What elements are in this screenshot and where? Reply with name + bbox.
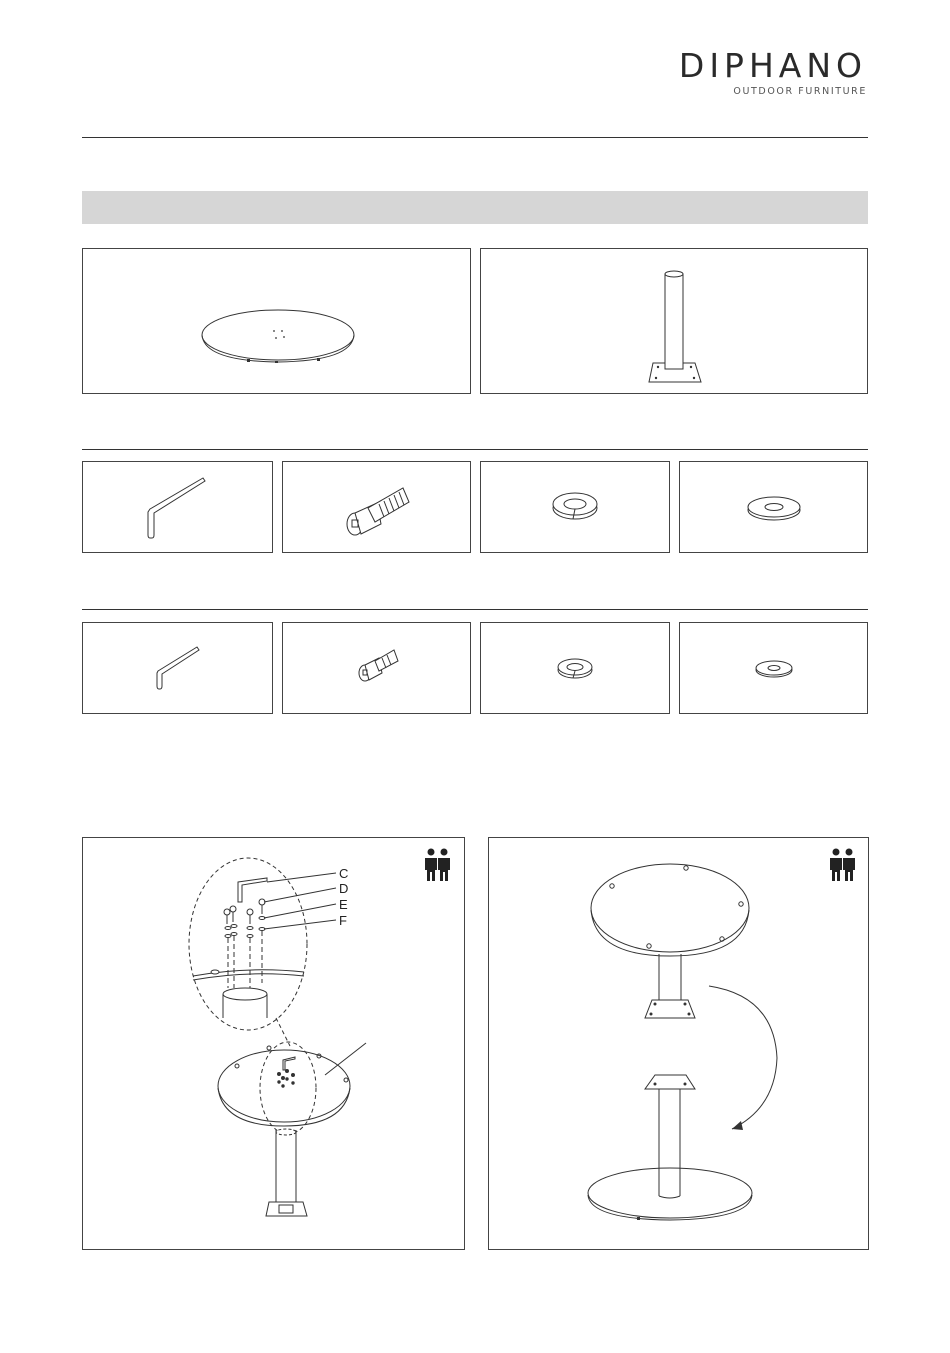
step-2-panel	[488, 837, 869, 1250]
allen-key-icon	[83, 462, 272, 552]
column-with-plate	[481, 249, 867, 393]
hardware-divider-2	[82, 609, 868, 610]
callout-d: D	[339, 881, 349, 896]
hardware2-spring-washer	[480, 622, 670, 714]
callout-e: E	[339, 897, 348, 912]
hardware-divider-1	[82, 449, 868, 450]
callout-f: F	[339, 913, 347, 928]
spring-washer-icon	[481, 623, 669, 713]
step-2-illustration	[489, 838, 868, 1249]
brand-subtitle: OUTDOOR FURNITURE	[733, 86, 867, 97]
section-band	[82, 191, 868, 224]
step-1-illustration	[83, 838, 464, 1249]
hardware2-flat-washer	[679, 622, 868, 714]
part-column-box	[480, 248, 868, 394]
hardware1-flat-washer	[679, 461, 868, 553]
flat-washer-icon	[680, 462, 867, 552]
callout-c: C	[339, 866, 349, 881]
flat-washer-icon	[680, 623, 867, 713]
step-1-panel	[82, 837, 465, 1250]
round-table-top	[83, 249, 470, 393]
hardware2-allen-key	[82, 622, 273, 714]
allen-key-icon	[83, 623, 272, 713]
hardware1-bolt	[282, 461, 471, 553]
hardware1-allen-key	[82, 461, 273, 553]
header-divider	[82, 137, 868, 138]
bolt-icon	[283, 623, 470, 713]
two-people-icon	[425, 849, 450, 882]
hardware1-spring-washer	[480, 461, 670, 553]
brand-name: DIPHANO	[678, 46, 867, 85]
two-people-icon	[830, 849, 855, 882]
hardware2-bolt	[282, 622, 471, 714]
part-table-top-box	[82, 248, 471, 394]
brand-logo	[679, 46, 867, 97]
bolt-icon	[283, 462, 470, 552]
spring-washer-icon	[481, 462, 669, 552]
